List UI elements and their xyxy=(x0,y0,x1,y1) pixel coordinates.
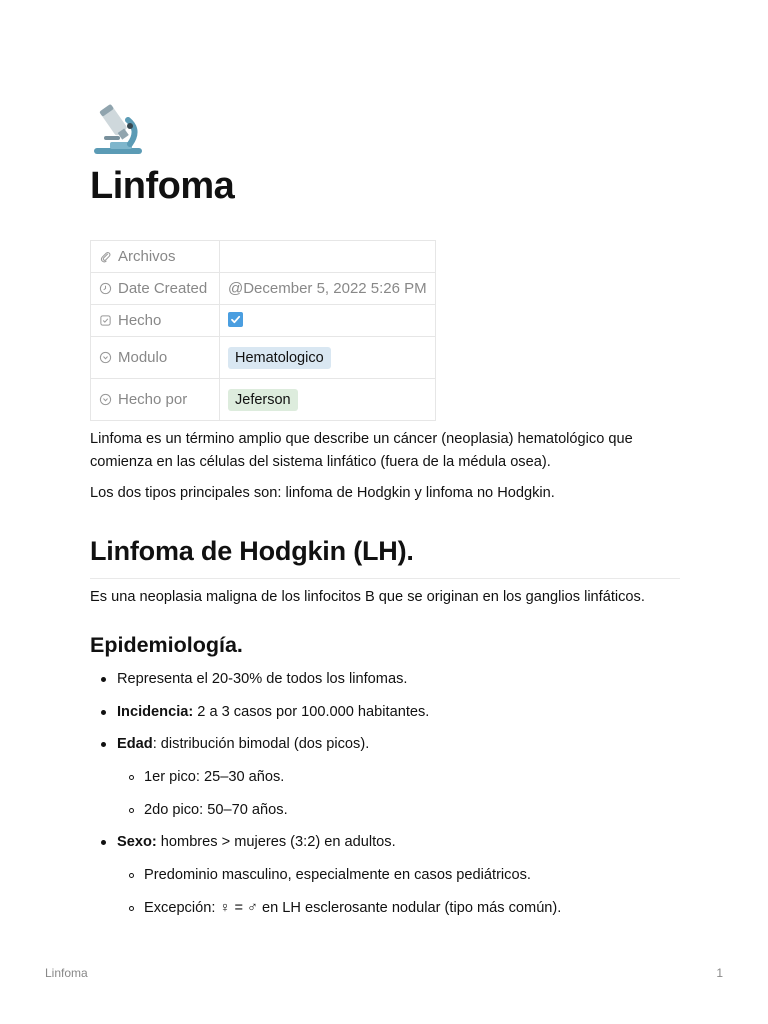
hecho-por-tag[interactable]: Jeferson xyxy=(228,389,298,411)
list-item: Sexo: hombres > mujeres (3:2) en adultos. xyxy=(117,834,396,850)
paperclip-icon xyxy=(99,250,112,263)
section-heading: Linfoma de Hodgkin (LH). xyxy=(90,536,414,566)
subheading: Epidemiología. xyxy=(90,633,243,657)
sub-bullet-marker xyxy=(129,808,134,813)
property-label: Archivos xyxy=(118,248,176,265)
checkbox-icon xyxy=(99,314,112,327)
heading-divider xyxy=(90,578,680,579)
property-row-archivos[interactable] xyxy=(91,241,436,273)
page-title: Linfoma xyxy=(90,165,235,207)
property-label: Hecho xyxy=(118,312,162,329)
property-label: Modulo xyxy=(118,349,168,366)
bullet-marker xyxy=(101,677,106,682)
property-row-hecho[interactable] xyxy=(91,305,436,337)
modulo-tag[interactable]: Hematologico xyxy=(228,347,331,369)
property-value[interactable] xyxy=(220,241,436,273)
list-item: Incidencia: 2 a 3 casos por 100.000 habitantes. xyxy=(117,704,430,720)
select-icon xyxy=(99,351,112,364)
intro-paragraph-types: Los dos tipos principales son: linfoma de Hodgkin y linfoma no Hodgkin. xyxy=(90,485,555,501)
bullet-marker xyxy=(101,742,106,747)
sub-list-item: 1er pico: 25–30 años. xyxy=(144,769,285,785)
sub-bullet-marker xyxy=(129,775,134,780)
sub-bullet-marker xyxy=(129,873,134,878)
property-row-date-created[interactable] xyxy=(91,273,436,305)
sub-bullet-marker xyxy=(129,906,134,911)
footer-page-number: 1 xyxy=(716,966,723,980)
select-icon xyxy=(99,393,112,406)
hecho-checkbox[interactable] xyxy=(228,312,243,327)
list-item: Representa el 20-30% de todos los linfomas. xyxy=(117,671,408,687)
bullet-marker xyxy=(101,840,106,845)
list-item: Edad: distribución bimodal (dos picos). xyxy=(117,736,370,752)
checkmark-icon xyxy=(230,314,241,325)
sub-list-item: Predominio masculino, especialmente en casos pediátricos. xyxy=(144,867,531,883)
footer-title: Linfoma xyxy=(45,966,88,980)
sub-list-item: Excepción: ♀ = ♂ en LH esclerosante nodular (tipo más común). xyxy=(144,900,562,916)
section-description: Es una neoplasia maligna de los linfocitos B que se originan en los ganglios linfáticos. xyxy=(90,589,645,605)
property-row-hecho-por[interactable] xyxy=(91,379,436,421)
property-value: @December 5, 2022 5:26 PM xyxy=(220,273,436,305)
intro-paragraph: Linfoma es un término amplio que describe un cáncer (neoplasia) hematológico que comienza en las células del sistema linfático (fuera de la médula osea). xyxy=(90,431,633,470)
microscope-icon xyxy=(90,98,150,158)
property-row-modulo[interactable] xyxy=(91,337,436,379)
properties-table xyxy=(90,240,436,421)
clock-icon xyxy=(99,282,112,295)
sub-list-item: 2do pico: 50–70 años. xyxy=(144,802,288,818)
property-label: Hecho por xyxy=(118,391,188,408)
property-label: Date Created xyxy=(118,280,208,297)
bullet-marker xyxy=(101,710,106,715)
